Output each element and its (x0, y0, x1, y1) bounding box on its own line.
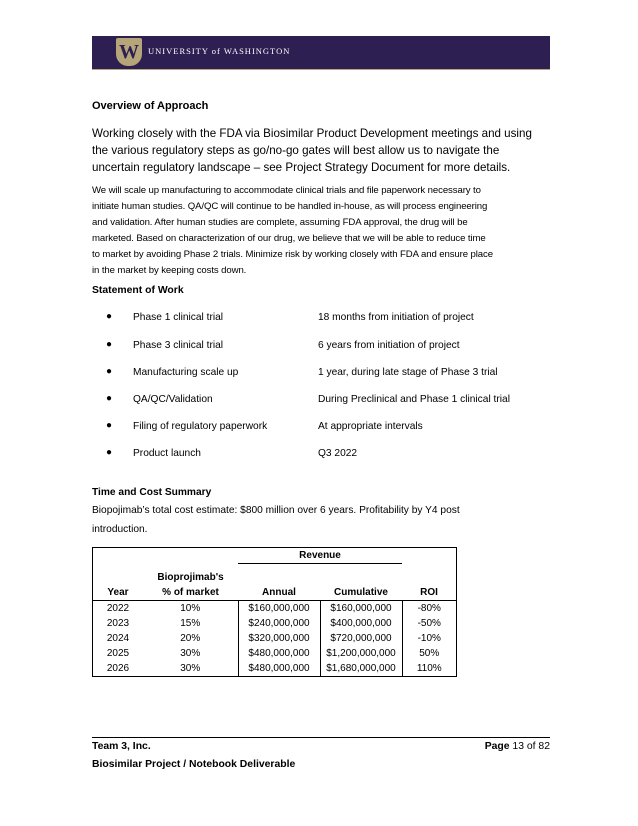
overview-line: in the market by keeping costs down. (92, 265, 247, 276)
annual-cell: $480,000,000 (238, 646, 320, 661)
sow-value: 18 months from initiation of project (318, 312, 474, 323)
annual-header: Annual (238, 585, 320, 601)
annual-cell: $480,000,000 (238, 661, 320, 677)
overview-line: Working closely with the FDA via Biosimilar Product Development meetings and using (92, 127, 532, 140)
sow-label: Filing of regulatory paperwork (133, 421, 268, 432)
university-name: UNIVERSITY of WASHINGTON (148, 46, 291, 56)
table-row (93, 616, 457, 631)
year-cell: 2025 (93, 646, 144, 661)
year-cell: 2026 (93, 661, 144, 677)
market-header-line1: Bioprojimab's (157, 571, 224, 583)
year-cell: 2023 (93, 616, 144, 631)
market-cell: 15% (180, 617, 201, 629)
roi-cell: -80% (402, 600, 457, 616)
page-total: of 82 (526, 741, 550, 752)
bullet-icon: ● (106, 420, 113, 431)
statement-of-work-title: Statement of Work (92, 285, 184, 296)
bullet-icon: ● (106, 311, 113, 322)
overview-line: marketed. Based on characterization of our drug, we believe that we will be able to reduce time (92, 233, 486, 244)
table-row (93, 646, 457, 661)
roi-header: ROI (402, 585, 457, 601)
overview-line: the various regulatory steps as go/no-go gates will best allow us to navigate the (92, 144, 500, 157)
overview-line: uncertain regulatory landscape – see Project Strategy Document for more details. (92, 161, 511, 174)
overview-paragraph-1 (92, 125, 532, 176)
year-cell: 2022 (93, 600, 144, 616)
sow-value: 6 years from initiation of project (318, 340, 460, 351)
time-cost-text: Biopojimab’s total cost estimate: $800 million over 6 years. Profitability by Y4 post introduction. (92, 505, 460, 535)
revenue-group-header: Revenue (238, 548, 402, 564)
overview-paragraph-2 (92, 183, 493, 279)
table-row (93, 661, 457, 677)
cumulative-cell: $720,000,000 (320, 631, 402, 646)
roi-cell: 110% (402, 661, 457, 677)
annual-cell: $160,000,000 (238, 600, 320, 616)
annual-cell: $240,000,000 (238, 616, 320, 631)
time-cost-title: Time and Cost Summary (92, 487, 212, 498)
cumulative-cell: $160,000,000 (320, 600, 402, 616)
bullet-icon: ● (106, 366, 113, 377)
market-cell: 10% (180, 602, 201, 614)
roi-cell: -50% (402, 616, 457, 631)
roi-cell: -10% (402, 631, 457, 646)
footer-page-number (485, 741, 550, 752)
footer-subtitle: Biosimilar Project / Notebook Deliverable (92, 759, 296, 770)
page-label: Page (484, 741, 510, 752)
sow-value: During Preclinical and Phase 1 clinical trial (318, 394, 510, 405)
sow-value: 1 year, during late stage of Phase 3 trial (318, 367, 498, 378)
cumulative-cell: $1,680,000,000 (320, 661, 402, 677)
overview-line: initiate human studies. QA/QC will continue to be handled in-house, as will process engineering (92, 201, 488, 212)
market-cell: 30% (180, 647, 201, 659)
overview-line: We will scale up manufacturing to accommodate clinical trials and file paperwork necessary to (92, 185, 481, 196)
sow-label: Product launch (133, 448, 201, 459)
cumulative-cell: $1,200,000,000 (320, 646, 402, 661)
university-banner (92, 36, 550, 70)
sow-value: Q3 2022 (318, 448, 358, 459)
footer-company: Team 3, Inc. (92, 741, 151, 752)
sow-label: Manufacturing scale up (133, 367, 239, 378)
overview-line: to market by avoiding Phase 2 trials. Minimize risk by working closely with FDA and ensure place (92, 249, 493, 260)
cumulative-cell: $400,000,000 (320, 616, 402, 631)
cumulative-header: Cumulative (320, 585, 402, 601)
bullet-icon: ● (106, 393, 113, 404)
sow-value: At appropriate intervals (318, 421, 423, 432)
annual-cell: $320,000,000 (238, 631, 320, 646)
table-row (93, 600, 457, 616)
market-cell: 30% (143, 661, 238, 677)
bullet-icon: ● (106, 339, 113, 350)
market-header-line2: % of market (143, 585, 238, 601)
sow-label: QA/QC/Validation (133, 394, 213, 405)
overview-line: and validation. After human studies are complete, assuming FDA approval, the drug will be (92, 217, 468, 228)
year-cell: 2024 (93, 631, 144, 646)
university-logo: W (116, 38, 142, 66)
bullet-icon: ● (106, 447, 113, 458)
sow-label: Phase 3 clinical trial (133, 340, 224, 351)
market-cell: 20% (180, 632, 201, 644)
footer-divider (92, 737, 550, 738)
page-current: 13 (512, 741, 524, 752)
year-header: Year (93, 585, 144, 601)
roi-cell: 50% (402, 646, 457, 661)
overview-title: Overview of Approach (92, 100, 209, 112)
revenue-table (92, 547, 457, 677)
table-row (93, 631, 457, 646)
sow-label: Phase 1 clinical trial (133, 312, 224, 323)
